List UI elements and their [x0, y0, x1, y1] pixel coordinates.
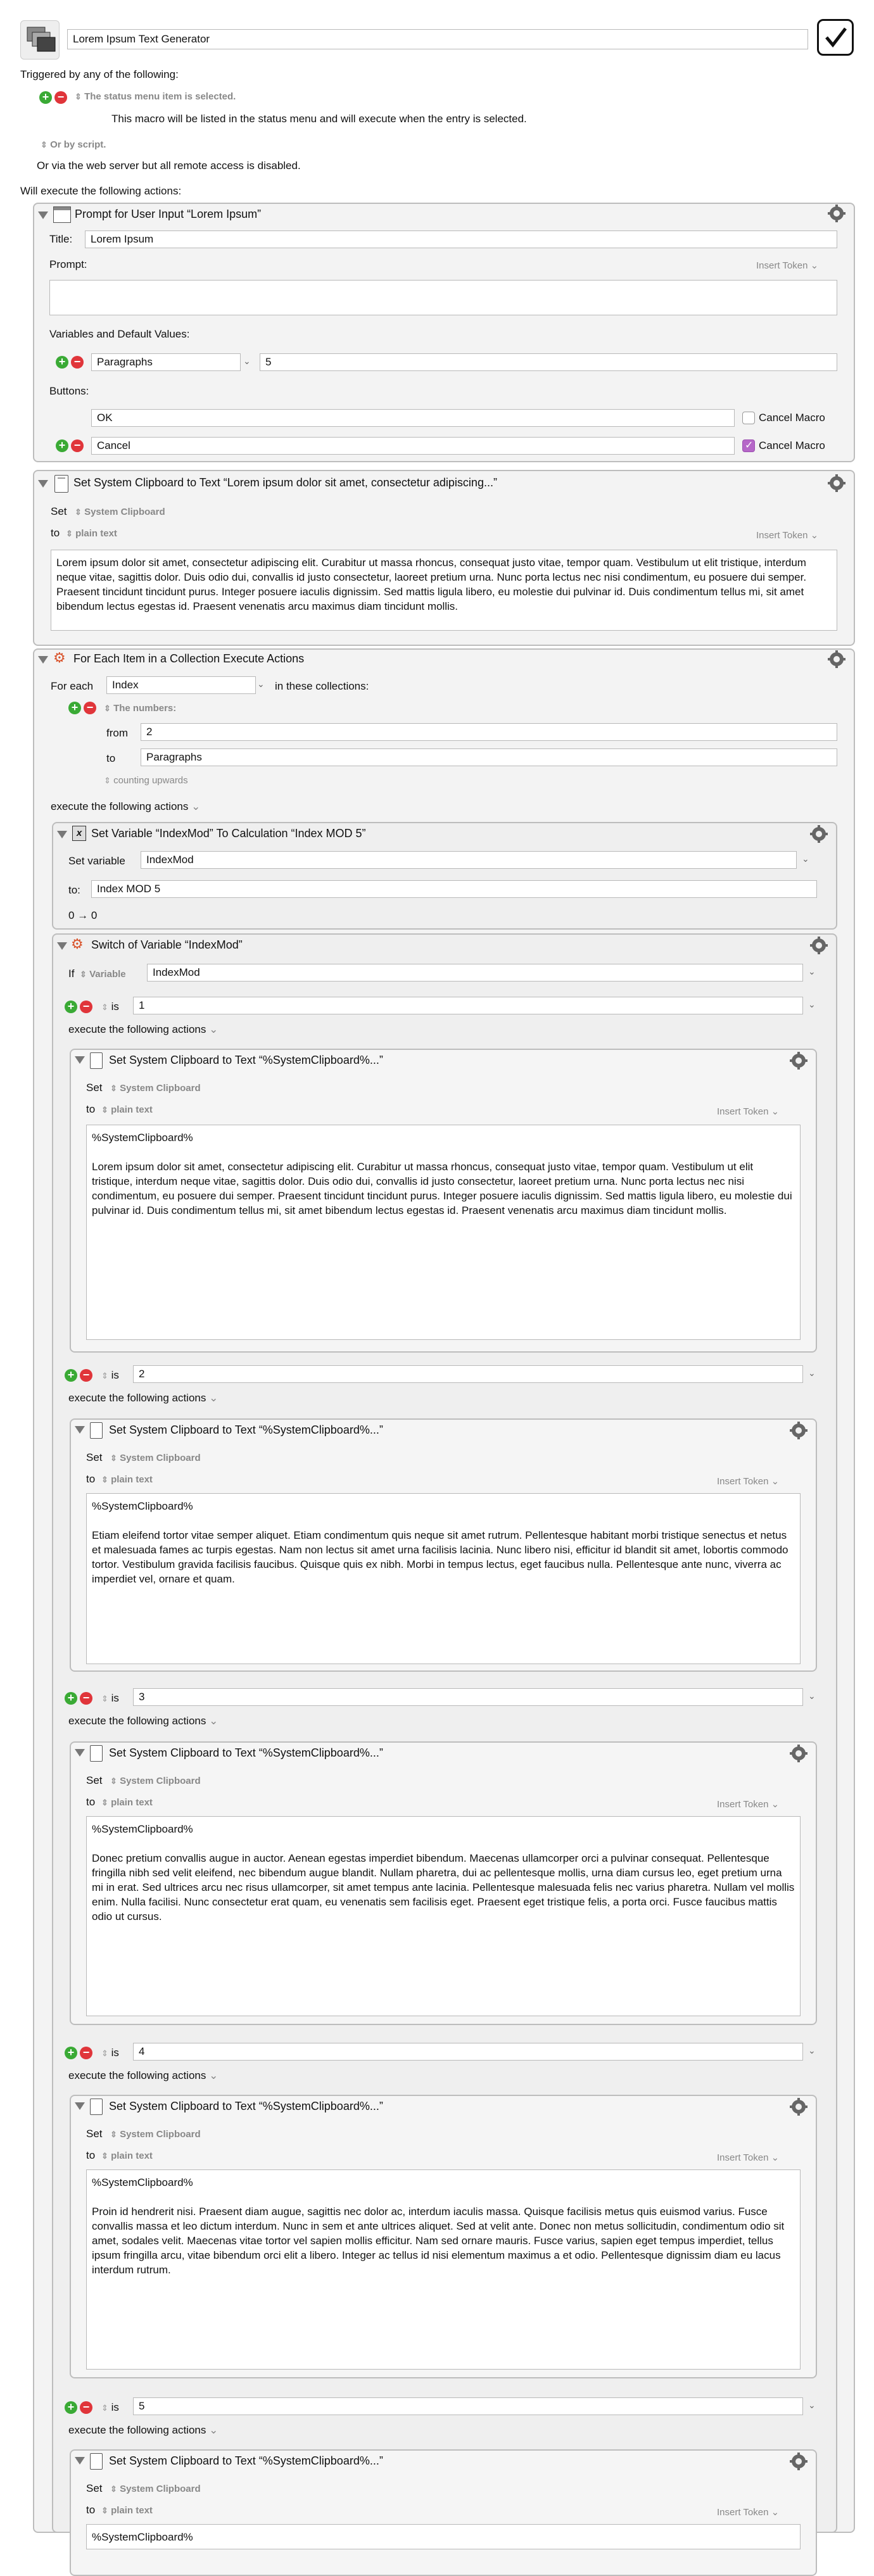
- foreach-icon: ⚙: [53, 650, 66, 666]
- case-format-select[interactable]: ⇕ plain text: [101, 2505, 153, 2516]
- set-label: Set: [51, 505, 67, 517]
- add-collection-button[interactable]: +: [68, 702, 81, 714]
- collapse-triangle-icon[interactable]: [75, 2102, 85, 2110]
- gear-icon[interactable]: [789, 1421, 808, 1440]
- calculation-field[interactable]: Index MOD 5: [91, 880, 817, 898]
- triggered-label: Triggered by any of the following:: [20, 68, 179, 80]
- remove-case-button[interactable]: −: [80, 1369, 92, 1382]
- case-condition-select[interactable]: ⇕ is: [101, 1001, 119, 1013]
- case-text-area[interactable]: %SystemClipboard% Proin id hendrerit nisi. Praesent diam augue, sagittis nec dolor ac, interdum iaculis massa. Quisque facilisis metus quis euismod varius. Fusce convallis massa et leo dictum interdum. Nunc in sem et ante ultrices aliquet. Sed at velit ante. Donec non metus sollicitudin, condimentum odio sit amet, sodales velit. Maecenas vitae tortor vel sapien mollis efficitur. Nam sed ornare mauris. Fusce varius, sapien eget tempus imperdiet, tellus ipsum fringilla arcu, vitae bibendum orci elit a libero. Integer ac tellus id nisi elementum maximus a et odio. Pellentesque dignissim diam eu lacus interdum rutrum.: [86, 2169, 801, 2370]
- counting-text: counting upwards: [113, 775, 188, 786]
- enable-checkbox[interactable]: [817, 19, 854, 56]
- case-clipboard-header: Set System Clipboard to Text “%SystemClipboard%...”: [109, 1054, 383, 1066]
- gear-icon[interactable]: [827, 204, 846, 223]
- gear-icon[interactable]: [789, 1744, 808, 1763]
- case-value-field[interactable]: 5: [133, 2397, 803, 2415]
- clipboard-header: Set System Clipboard to Text “Lorem ipsum dolor sit amet, consectetur adipiscing...”: [73, 476, 497, 489]
- from-label: from: [106, 727, 128, 739]
- case-text-area[interactable]: %SystemClipboard% Etiam eleifend tortor vitae semper aliquet. Etiam condimentum quis neque sit amet rutrum. Pellentesque habitant morbi tristique senectus et netus et malesuada fames ac turpis egestas. Nam non lectus sit amet urna facilisis lacinia. Nunc libero nisi, efficitur id blandit sit amet, lobortis commodo tortor. Vestibulum gravida facilisis faucibus. Quisque quis ex nibh. Morbi in tempus lectus, eget faucibus nulla. Pellentesque ante nunc, viverra ac imperdiet vel, ornare et quam.: [86, 1493, 801, 1664]
- trigger-status-text: The status menu item is selected.: [84, 91, 236, 102]
- prompt-window-icon: [53, 206, 71, 223]
- case-clipboard-select[interactable]: ⇕ System Clipboard: [110, 2484, 201, 2494]
- collapse-triangle-icon[interactable]: [38, 212, 48, 219]
- case-clipboard-header: Set System Clipboard to Text “%SystemClipboard%...”: [109, 1424, 383, 1436]
- insert-token-text: Insert Token: [756, 530, 808, 541]
- insert-token-menu[interactable]: Insert Token ⌄: [717, 2152, 780, 2163]
- case-execute-label: execute the following actions ⌄: [68, 1715, 218, 1727]
- case-is-text: is: [111, 2401, 119, 2413]
- calculator-icon: x: [72, 826, 86, 841]
- clipboard-select[interactable]: ⇕ System Clipboard: [75, 507, 165, 517]
- collapse-triangle-icon[interactable]: [75, 1426, 85, 1434]
- collapse-triangle-icon[interactable]: [38, 480, 48, 488]
- remove-case-button[interactable]: −: [80, 2047, 92, 2059]
- case-text-area[interactable]: %SystemClipboard%: [86, 2524, 801, 2549]
- setvar-to-label: to:: [68, 884, 80, 896]
- add-case-button[interactable]: +: [65, 1001, 77, 1013]
- case-value-field[interactable]: 1: [133, 997, 803, 1014]
- case-to-label: to: [86, 1473, 96, 1485]
- case-clipboard-header: Set System Clipboard to Text “%SystemClipboard%...”: [109, 2454, 383, 2467]
- insert-token-menu[interactable]: Insert Token ⌄: [717, 1799, 780, 1810]
- case-value-field[interactable]: 4: [133, 2043, 803, 2061]
- case-format-text: plain text: [111, 2505, 153, 2516]
- add-trigger-button[interactable]: +: [39, 91, 52, 104]
- button2-field[interactable]: Cancel: [91, 437, 735, 455]
- collection-type-select[interactable]: ⇕ The numbers:: [104, 703, 177, 714]
- text-format-select[interactable]: ⇕ plain text: [66, 528, 117, 539]
- insert-token-menu[interactable]: Insert Token ⌄: [756, 260, 819, 271]
- foreach-variable-field[interactable]: Index: [106, 676, 256, 694]
- add-case-button[interactable]: +: [65, 2401, 77, 2414]
- case-execute-text: execute the following actions: [68, 1023, 206, 1035]
- case-format-select[interactable]: ⇕ plain text: [101, 1474, 153, 1485]
- foreach-header: For Each Item in a Collection Execute Actions: [73, 652, 305, 665]
- insert-token-text: Insert Token: [717, 1106, 769, 1117]
- execute-label: execute the following actions ⌄: [51, 800, 201, 812]
- case-condition-select[interactable]: ⇕ is: [101, 1692, 119, 1704]
- case-clipboard-header: Set System Clipboard to Text “%SystemClipboard%...”: [109, 1746, 383, 1759]
- case-execute-text: execute the following actions: [68, 1392, 206, 1404]
- case-to-label: to: [86, 1103, 96, 1115]
- remove-case-button[interactable]: −: [80, 2401, 92, 2414]
- gear-icon[interactable]: [809, 824, 828, 843]
- case-clipboard-header: Set System Clipboard to Text “%SystemClipboard%...”: [109, 2100, 383, 2112]
- case-clipboard-text: System Clipboard: [120, 1776, 201, 1786]
- case-is-text: is: [111, 1001, 119, 1013]
- if-label: If: [68, 968, 75, 980]
- case-value-field[interactable]: 2: [133, 1365, 803, 1383]
- add-case-button[interactable]: +: [65, 1369, 77, 1382]
- gear-icon[interactable]: [789, 2097, 808, 2116]
- case-set-label: Set: [86, 2128, 103, 2140]
- add-case-button[interactable]: +: [65, 1692, 77, 1705]
- from-field[interactable]: 2: [141, 723, 837, 741]
- collection-type-text: The numbers:: [113, 703, 177, 714]
- case-execute-text: execute the following actions: [68, 1715, 206, 1727]
- case-is-text: is: [111, 1692, 119, 1704]
- clipboard-icon: [90, 2099, 103, 2115]
- chevron-down-icon[interactable]: ⌄: [808, 2045, 816, 2055]
- case-execute-text: execute the following actions: [68, 2069, 206, 2081]
- case-execute-label: execute the following actions ⌄: [68, 1392, 218, 1404]
- case-value-field[interactable]: 3: [133, 1688, 803, 1706]
- case-format-select[interactable]: ⇕ plain text: [101, 2150, 153, 2161]
- case-clipboard-text: System Clipboard: [120, 1453, 201, 1463]
- case-text-area[interactable]: %SystemClipboard% Donec pretium convallis augue in auctor. Aenean egestas imperdiet bibendum. Maecenas ullamcorper orci a pulvinar consequat. Pellentesque fringilla nibh sed velit eleifend, nec bibendum augue blandit. Nullam pharetra, dui ac pellentesque mollis, urna diam cursus leo, eget pretium urna mi in erat. Sed ultrices arcu nec risus ullamcorper, sit amet tempus ante lacinia. Pellentesque malesuada felis nec varius pharetra. Nullam vel mollis enim. Nulla facilisi. Nunc consectetur erat quam, eu venenatis sem facilisis eget. Praesent eget tristique felis, a porta orci. Fusce faucibus mattis odio ut cursus.: [86, 1816, 801, 2016]
- gear-icon[interactable]: [789, 1051, 808, 1070]
- case-is-text: is: [111, 1369, 119, 1381]
- case-execute-label: execute the following actions ⌄: [68, 2069, 218, 2081]
- trigger-status-description: This macro will be listed in the status menu and will execute when the entry is selected.: [111, 113, 527, 125]
- case-condition-select[interactable]: ⇕ is: [101, 2401, 119, 2413]
- setvar-name-field[interactable]: IndexMod: [141, 851, 797, 869]
- case-condition-select[interactable]: ⇕ is: [101, 1369, 119, 1381]
- execute-text: execute the following actions: [51, 800, 189, 812]
- case-set-label: Set: [86, 1774, 103, 1786]
- insert-token-menu[interactable]: Insert Token ⌄: [717, 1476, 780, 1487]
- switch-source-select[interactable]: ⇕ Variable: [80, 969, 126, 980]
- chevron-down-icon[interactable]: ⌄: [243, 356, 251, 366]
- insert-token-menu[interactable]: Insert Token ⌄: [717, 2507, 780, 2518]
- chevron-down-icon[interactable]: ⌄: [802, 854, 809, 864]
- buttons-label: Buttons:: [49, 385, 89, 397]
- switch-icon: ⚙: [71, 936, 84, 952]
- or-script-label: ⇕ Or by script.: [41, 139, 106, 150]
- to-label: to: [106, 752, 116, 764]
- variable-name-field[interactable]: Paragraphs: [91, 353, 241, 371]
- collapse-triangle-icon[interactable]: [75, 1749, 85, 1757]
- prompt-header: Prompt for User Input “Lorem Ipsum”: [75, 208, 262, 220]
- to-label: to: [51, 527, 60, 539]
- remove-case-button[interactable]: −: [80, 1001, 92, 1013]
- case-clipboard-select[interactable]: ⇕ System Clipboard: [110, 2129, 201, 2140]
- chevron-down-icon[interactable]: ⌄: [808, 2400, 816, 2410]
- case-execute-label: execute the following actions ⌄: [68, 1023, 218, 1035]
- case-execute-label: execute the following actions ⌄: [68, 2424, 218, 2436]
- prompt-label: Prompt:: [49, 258, 87, 270]
- gear-icon[interactable]: [789, 2452, 808, 2471]
- add-case-button[interactable]: +: [65, 2047, 77, 2059]
- case-set-label: Set: [86, 2482, 103, 2494]
- clipboard-icon: [90, 1745, 103, 1762]
- case-format-select[interactable]: ⇕ plain text: [101, 1797, 153, 1808]
- switch-header: Switch of Variable “IndexMod”: [91, 938, 243, 951]
- case-format-text: plain text: [111, 1104, 153, 1115]
- will-execute-label: Will execute the following actions:: [20, 185, 182, 197]
- clipboard-select-text: System Clipboard: [84, 507, 165, 517]
- insert-token-text: Insert Token: [717, 2507, 769, 2518]
- chevron-down-icon[interactable]: ⌄: [808, 999, 816, 1009]
- case-clipboard-text: System Clipboard: [120, 1083, 201, 1094]
- clipboard-icon: [54, 475, 68, 493]
- cancel-macro-label-1: Cancel Macro: [759, 412, 825, 424]
- cancel-macro-checkbox-2[interactable]: [742, 439, 755, 452]
- case-clipboard-select[interactable]: ⇕ System Clipboard: [110, 1083, 201, 1094]
- clipboard-icon: [90, 1052, 103, 1069]
- case-clipboard-text: System Clipboard: [120, 2129, 201, 2140]
- gear-icon[interactable]: [809, 936, 828, 955]
- clipboard-icon: [90, 1422, 103, 1439]
- remove-trigger-button[interactable]: −: [54, 91, 67, 104]
- gear-icon[interactable]: [827, 650, 846, 669]
- insert-token-text: Insert Token: [717, 1799, 769, 1810]
- trigger-status-select[interactable]: ⇕ The status menu item is selected.: [75, 91, 236, 102]
- insert-token-text: Insert Token: [717, 2152, 769, 2163]
- collapse-triangle-icon[interactable]: [57, 831, 67, 838]
- case-clipboard-select[interactable]: ⇕ System Clipboard: [110, 1453, 201, 1463]
- chevron-down-icon[interactable]: ⌄: [808, 966, 816, 976]
- case-execute-text: execute the following actions: [68, 2424, 206, 2436]
- case-clipboard-text: System Clipboard: [120, 2484, 201, 2494]
- add-variable-button[interactable]: +: [56, 356, 68, 369]
- case-to-label: to: [86, 2504, 96, 2516]
- switch-variable-field[interactable]: IndexMod: [147, 964, 803, 982]
- macro-name-field[interactable]: Lorem Ipsum Text Generator: [67, 29, 808, 49]
- or-script-text: Or by script.: [50, 139, 106, 150]
- remove-case-button[interactable]: −: [80, 1692, 92, 1705]
- case-condition-select[interactable]: ⇕ is: [101, 2047, 119, 2059]
- collapse-triangle-icon[interactable]: [75, 2457, 85, 2465]
- case-is-text: is: [111, 2047, 119, 2059]
- insert-token-text: Insert Token: [756, 260, 808, 271]
- case-text-area[interactable]: %SystemClipboard% Lorem ipsum dolor sit amet, consectetur adipiscing elit. Curabitur ut massa rhoncus, consequat justo vitae, tempor quam. Vestibulum ut elit tristique, interdum neque vitae, sagittis dolor. Duis odio dui, convallis id justo consectetur, laoreet pretium urna. Nunc porta lectus nec nisi condimentum, eu posuere dui semper. Praesent tincidunt tincidunt purus. Integer posuere iaculis dignissim. Sed mattis ligula libero, eu molestie dui pulvinar id. Duis condimentum tellus mi, sit amet bibendum lectus egestas id. Praesent venenatis arcu maximus diam tincidunt mollis.: [86, 1125, 801, 1340]
- case-format-select[interactable]: ⇕ plain text: [101, 1104, 153, 1115]
- case-set-label: Set: [86, 1451, 103, 1463]
- case-clipboard-select[interactable]: ⇕ System Clipboard: [110, 1776, 201, 1786]
- variables-label: Variables and Default Values:: [49, 328, 190, 340]
- remove-button-button[interactable]: −: [71, 439, 84, 452]
- case-to-label: to: [86, 2149, 96, 2161]
- collapse-triangle-icon[interactable]: [57, 942, 67, 950]
- case-set-label: Set: [86, 1082, 103, 1094]
- add-button-button[interactable]: +: [56, 439, 68, 452]
- chevron-down-icon[interactable]: ⌄: [808, 1368, 816, 1378]
- chevron-down-icon[interactable]: ⌄: [257, 679, 265, 689]
- counting-select[interactable]: ⇕ counting upwards: [104, 775, 188, 786]
- insert-token-menu[interactable]: Insert Token ⌄: [717, 1106, 780, 1117]
- chevron-down-icon[interactable]: ⌄: [808, 1691, 816, 1701]
- text-format-text: plain text: [75, 528, 117, 539]
- case-format-text: plain text: [111, 1474, 153, 1485]
- to-field[interactable]: Paragraphs: [141, 748, 837, 766]
- collapse-triangle-icon[interactable]: [38, 656, 48, 664]
- remove-collection-button[interactable]: −: [84, 702, 96, 714]
- case-format-text: plain text: [111, 1797, 153, 1808]
- clipboard-icon: [90, 2453, 103, 2470]
- button1-field[interactable]: OK: [91, 409, 735, 427]
- clipboard-text-area[interactable]: Lorem ipsum dolor sit amet, consectetur adipiscing elit. Curabitur ut massa rhoncus, consequat justo vitae, tempor quam. Vestibulum ut elit tristique, interdum neque vitae, sagittis dolor. Duis odio dui, convallis id justo consectetur, laoreet pretium urna. Nunc porta lectus nec nisi condimentum, eu posuere dui semper. Praesent tincidunt tincidunt purus. Integer posuere iaculis dignissim. Sed mattis ligula libero, eu molestie dui pulvinar id. Duis condimentum tellus mi, sit amet bibendum lectus egestas id. Praesent venenatis arcu maximus diam tincidunt mollis.: [51, 550, 837, 631]
- for-each-label: For each: [51, 680, 94, 692]
- calculation-result: 0 → 0: [68, 909, 98, 921]
- cancel-macro-label-2: Cancel Macro: [759, 439, 825, 451]
- remove-variable-button[interactable]: −: [71, 356, 84, 369]
- setvar-header: Set Variable “IndexMod” To Calculation “Index MOD 5”: [91, 827, 366, 840]
- cancel-macro-checkbox-1[interactable]: [742, 412, 755, 424]
- title-field[interactable]: Lorem Ipsum: [85, 230, 837, 248]
- gear-icon[interactable]: [827, 474, 846, 493]
- case-clipboard-action-box: [70, 2449, 817, 2576]
- variable-default-field[interactable]: 5: [260, 353, 837, 371]
- title-label: Title:: [49, 233, 73, 245]
- set-variable-label: Set variable: [68, 855, 125, 867]
- case-to-label: to: [86, 1796, 96, 1808]
- web-server-label: Or via the web server but all remote access is disabled.: [37, 160, 301, 172]
- insert-token-menu[interactable]: Insert Token ⌄: [756, 530, 819, 541]
- collapse-triangle-icon[interactable]: [75, 1056, 85, 1064]
- in-collections-label: in these collections:: [275, 680, 369, 692]
- insert-token-text: Insert Token: [717, 1476, 769, 1487]
- macro-icon: [20, 20, 60, 60]
- prompt-text-area[interactable]: [49, 280, 837, 315]
- case-format-text: plain text: [111, 2150, 153, 2161]
- switch-source-text: Variable: [89, 969, 126, 980]
